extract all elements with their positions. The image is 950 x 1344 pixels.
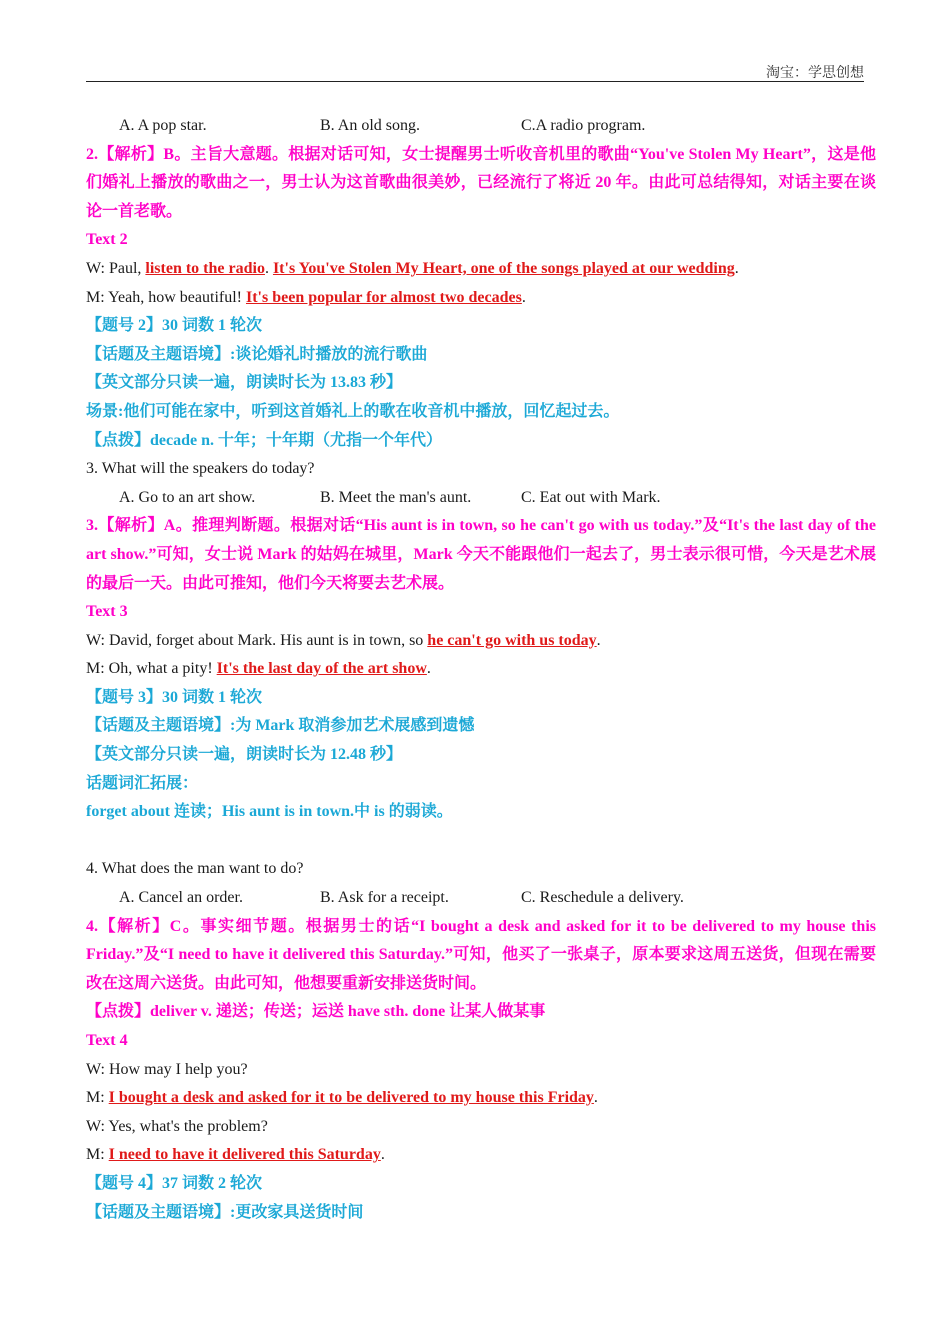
q4-m2-highlight: I need to have it delivered this Saturday (108, 1146, 381, 1164)
q2-w-end: . (734, 259, 739, 277)
q3-option-b: B. Meet the man's aunt. (320, 488, 472, 506)
q3-meta-vocab: 话题词汇拓展： (86, 774, 199, 792)
q3-m-prefix: M: Oh, what a pity! (86, 660, 217, 678)
q4-m2-prefix: M: (86, 1146, 109, 1164)
q4-option-b: B. Ask for a receipt. (320, 889, 449, 907)
q3-option-a: A. Go to an art show. (119, 488, 256, 506)
q2-meta-number: 【题号 2】30 词数 1 轮次 (86, 317, 263, 335)
q2-m-highlight: It's been popular for almost two decades (245, 288, 522, 306)
q1-option-b: B. An old song. (320, 117, 421, 134)
q3-meta-pronunciation: forget about 连读；His aunt is in town.中 is 的弱读。 (86, 803, 453, 821)
q4-m1-highlight: I bought a desk and asked for it to be delivered to my house this Friday (108, 1089, 594, 1107)
q2-text-label: Text 2 (86, 231, 128, 249)
q2-meta-topic: 【话题及主题语境】:谈论婚礼时播放的流行歌曲 (86, 345, 428, 363)
q4-meta-topic: 【话题及主题语境】:更改家具送货时间 (86, 1203, 364, 1221)
q2-w-mid: . (264, 259, 273, 277)
q4-m1-end: . (593, 1089, 598, 1107)
q3-options (86, 484, 876, 513)
q3-meta-duration: 【英文部分只读一遍，朗读时长为 12.48 秒】 (86, 746, 403, 764)
q3-m-end: . (426, 660, 431, 678)
q4-analysis: 4.【解析】C。事实细节题。根据男士的话“I bought a desk and asked for it to be delivered to my house this Friday.”及“I need to have it delivered this Saturday.”可知，他买了一张桌子，原本要求这周五送货，但现在需要改在这周六送货。由此可知，他想要重新安排送货时间。 (86, 917, 876, 992)
q1-option-c: C.A radio program. (521, 117, 646, 134)
q1-options (86, 112, 876, 141)
q2-m-end: . (521, 288, 526, 306)
q4-tip: 【点拨】deliver v. 递送；传送；运送 have sth. done 让某人做某事 (86, 1003, 546, 1021)
q3-dialogue-woman (86, 627, 876, 656)
q3-meta-number: 【题号 3】30 词数 1 轮次 (86, 688, 263, 706)
q3-option-c: C. Eat out with Mark. (521, 488, 661, 506)
q2-dialogue-woman (86, 255, 876, 284)
q2-analysis: 2.【解析】B。主旨大意题。根据对话可知，女士提醒男士听收音机里的歌曲“You've Stolen My Heart”，这是他们婚礼上播放的歌曲之一，男士认为这首歌曲很美妙，已经流行了将近 20 年。由此可总结得知，对话主要在谈论一首老歌。 (86, 145, 876, 220)
q4-dialogue-man-1 (86, 1084, 876, 1113)
q1-option-a: A. A pop star. (119, 117, 207, 134)
q4-option-a: A. Cancel an order. (119, 889, 243, 907)
q3-w-highlight: he can't go with us today (427, 631, 597, 649)
q4-m2-end: . (380, 1146, 385, 1164)
q3-w-end: . (596, 631, 601, 649)
q4-option-c: C. Reschedule a delivery. (521, 889, 684, 907)
document-body (86, 112, 876, 1227)
q2-w-highlight-1: listen to the radio (145, 259, 265, 277)
header-text: 淘宝：学思创想 (766, 66, 864, 81)
q4-question: 4. What does the man want to do? (86, 860, 304, 878)
q4-dialogue-woman-1: W: How may I help you? (86, 1060, 248, 1078)
q3-m-highlight: It's the last day of the art show (216, 660, 427, 678)
header-divider (86, 81, 864, 82)
q2-meta-scene: 场景:他们可能在家中，听到这首婚礼上的歌在收音机中播放，回忆起过去。 (86, 402, 620, 420)
q2-w-highlight-2: It's You've Stolen My Heart, one of the songs played at our wedding (272, 259, 735, 277)
q3-question: 3. What will the speakers do today? (86, 460, 315, 478)
q4-options (86, 884, 876, 913)
q4-m1-prefix: M: (86, 1089, 109, 1107)
q3-meta-topic: 【话题及主题语境】:为 Mark 取消参加艺术展感到遗憾 (86, 717, 475, 735)
q2-dialogue-man (86, 284, 876, 313)
q2-m-prefix: M: Yeah, how beautiful! (86, 288, 246, 306)
q3-text-label: Text 3 (86, 603, 128, 621)
q2-w-prefix: W: Paul, (86, 259, 146, 277)
spacer (86, 827, 876, 856)
q3-dialogue-man (86, 655, 876, 684)
q4-dialogue-man-2 (86, 1141, 876, 1170)
q2-meta-duration: 【英文部分只读一遍，朗读时长为 13.83 秒】 (86, 374, 403, 392)
q4-dialogue-woman-2: W: Yes, what's the problem? (86, 1117, 268, 1135)
q2-tip: 【点拨】decade n. 十年；十年期（尤指一个年代） (86, 431, 443, 449)
q3-w-prefix: W: David, forget about Mark. His aunt is in town, so (86, 631, 428, 649)
q4-meta-number: 【题号 4】37 词数 2 轮次 (86, 1174, 263, 1192)
q3-analysis: 3.【解析】A。推理判断题。根据对话“His aunt is in town, so he can't go with us today.”及“It's the last day of the art show.”可知，女士说 Mark 的姑妈在城里，Mark 今天不能跟他们一起去了，男士表示很可惜，今天是艺术展的最后一天。由此可推知，他们今天将要去艺术展。 (86, 517, 876, 592)
q4-text-label: Text 4 (86, 1032, 128, 1049)
